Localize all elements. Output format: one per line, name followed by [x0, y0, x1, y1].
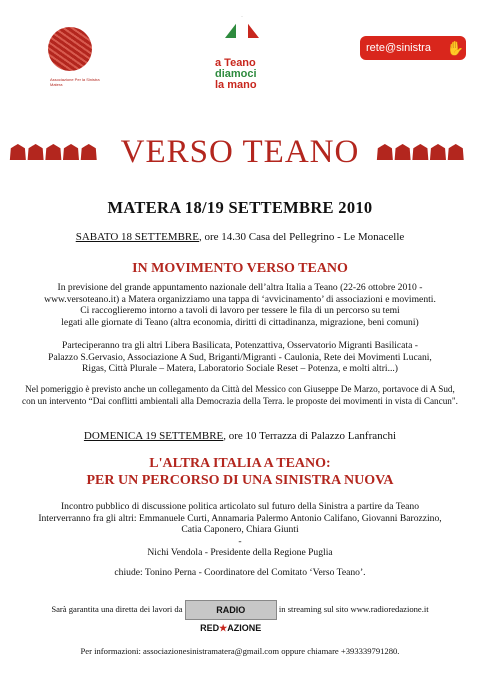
intro-line: Ci raccoglieremo intorno a tavoli di lavoro per tessere le fila di un percorso su temi: [80, 305, 400, 317]
dancing-figures-right-icon: ☗☗☗☗☗: [375, 140, 464, 165]
hand-icon: ✋: [446, 40, 464, 56]
event-date-heading: MATERA 18/19 SETTEMBRE 2010: [107, 198, 373, 217]
sunday-closing: chiude: Tonino Perna - Coordinatore del Comitato ‘Verso Teano’.: [114, 567, 366, 578]
saturday-participants: [0, 340, 480, 375]
saturday-heading: IN MOVIMENTO VERSO TEANO: [132, 261, 348, 276]
radio-logo-text: RADIO RED: [200, 605, 246, 633]
saturday-line: [0, 231, 480, 243]
sunday-body-line: Nichi Vendola - Presidente della Regione Puglia: [147, 547, 333, 559]
sunday-body-line: Interverranno fra gli altri: Emmanuele Curti, Annamaria Palermo Antonio Califano, Giovanni Barozzino,: [38, 512, 442, 524]
sunday-heading: [0, 455, 480, 489]
saturday-intro: [0, 282, 480, 328]
star-icon: ★: [219, 623, 228, 633]
association-caption: Associazione Per la Sinistra Matera: [50, 77, 100, 87]
italian-flag-icon: [225, 16, 259, 38]
participants-line: Rigas, Città Plurale – Matera, Laboratorio Sociale Reset – Potenza, e molti altri...): [82, 363, 398, 375]
sunday-line: [0, 430, 480, 442]
contact-info: Per informazioni: associazionesinistramatera@gmail.com oppure chiamare +393339791280.: [80, 646, 400, 656]
page-title: VERSO TEANO: [120, 134, 360, 170]
streaming-before: Sarà garantita una diretta dei lavori da: [51, 603, 183, 614]
sunday-heading-line: PER UN PERCORSO DI UNA SINISTRA NUOVA: [86, 473, 394, 488]
streaming-line: [0, 600, 480, 633]
teano-logo-line: a Teano: [215, 57, 256, 69]
sunday-body-line: Incontro pubblico di discussione politica articolato sul futuro della Sinistra a partire da Teano: [60, 501, 420, 512]
streaming-after: in streaming sul sito www.radioredazione.it: [278, 603, 429, 614]
sunday-details: , ore 10 Terrazza di Palazzo Lanfranchi: [223, 430, 397, 442]
sunday-body-line: -: [238, 535, 242, 547]
saturday-details: , ore 14.30 Casa del Pellegrino - Le Monacelle: [198, 231, 405, 243]
intro-line: www.versoteano.it) a Matera organizziamo una tappa di ‘avvicinamento’ di associazioni e movimenti.: [44, 293, 436, 305]
intro-line: legati alle giornate di Teano (altra economia, diritti di cittadinanza, migrazione, beni comuni): [61, 316, 419, 328]
dancing-figures-left-icon: ☗☗☗☗☗: [8, 140, 97, 165]
yarn-ball-icon: [48, 27, 92, 71]
title-banner: [0, 130, 480, 178]
teano-logo-line: la mano: [215, 79, 257, 91]
sunday-day: DOMENICA 19 SETTEMBRE: [83, 430, 224, 442]
intro-line: In previsione del grande appuntamento nazionale dell’altra Italia a Teano (22-26 ottobre 2010 -: [57, 282, 423, 293]
rete-sinistra-text: rete@sinistra: [366, 42, 431, 54]
header-logos: [0, 0, 480, 110]
afternoon-line: con un intervento “Dai conflitti ambientali alla Democrazia della Terra. le proposte dei movimenti in vista di Cancun".: [22, 395, 458, 406]
sunday-body-line: Catia Caponero, Chiara Giunti: [181, 524, 299, 536]
saturday-afternoon: [0, 384, 480, 407]
sunday-body: [0, 501, 480, 559]
radio-redazione-logo: [185, 600, 277, 633]
radio-logo-text: AZIONE: [227, 623, 262, 633]
participants-line: Parteciperanno tra gli altri Libera Basilicata, Potenzattiva, Osservatorio Migranti Basilicata -: [62, 340, 418, 351]
teano-logo-line: diamoci: [215, 68, 257, 80]
rete-sinistra-logo: [360, 36, 466, 60]
association-logo: [40, 25, 100, 105]
sunday-heading-line: L'ALTRA ITALIA A TEANO:: [149, 456, 331, 471]
saturday-day: SABATO 18 SETTEMBRE: [75, 231, 199, 243]
participants-line: Palazzo S.Gervasio, Associazione A Sud, Briganti/Migranti - Caulonia, Rete dei Movimenti Lucani,: [48, 351, 432, 363]
teano-logo: [211, 16, 271, 102]
afternoon-line: Nel pomeriggio è previsto anche un collegamento da Città del Messico con Giuseppe De Marzo, portavoce di A Sud,: [25, 384, 455, 394]
